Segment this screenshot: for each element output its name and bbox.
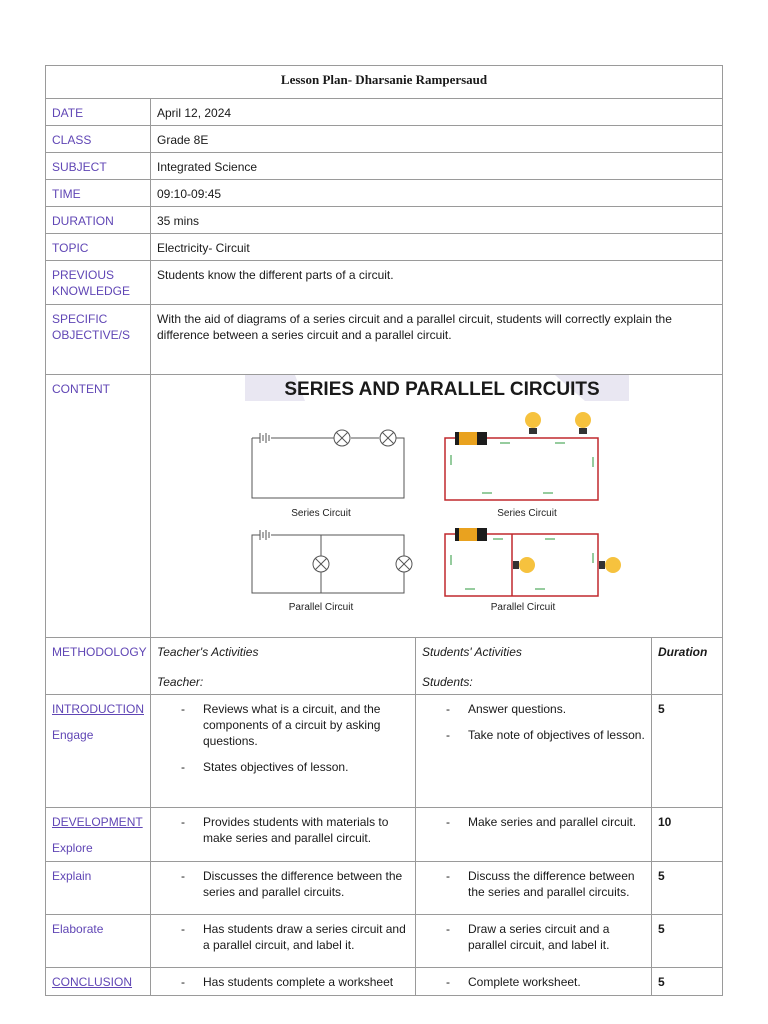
list-item: - Has students draw a series circuit and a parallel circuit, and label it. (157, 921, 409, 953)
current-arrows (451, 443, 593, 493)
explain-label: Explain (46, 862, 151, 915)
series-pictorial-caption: Series Circuit (497, 508, 557, 519)
date-label: DATE (46, 99, 151, 126)
bulb-symbol-icon (396, 556, 412, 572)
student-activities-title: Students' Activities (422, 645, 522, 659)
topic-value: Electricity- Circuit (151, 234, 723, 261)
parallel-pictorial (445, 528, 621, 596)
circuits-diagram (245, 375, 629, 625)
specific-objective-label-line2: OBJECTIVE/S (52, 328, 131, 342)
teacher-activities-title: Teacher's Activities (157, 645, 259, 659)
lightbulb-icon (525, 412, 541, 434)
elaborate-students-cell (416, 915, 652, 968)
diagram-heading: SERIES AND PARALLEL CIRCUITS (284, 379, 600, 400)
elaborate-label: Elaborate (46, 915, 151, 968)
list-item: - Provides students with materials to make series and parallel circuit. (157, 814, 409, 846)
development-row (46, 808, 723, 862)
battery-icon (260, 433, 269, 443)
student-activities-sub: Students: (422, 675, 473, 689)
lightbulb-icon (513, 557, 535, 573)
teacher-activities-header (151, 638, 416, 695)
list-item: - Reviews what is a circuit, and the components of a circuit by asking questions. (157, 701, 409, 749)
methodology-row (46, 638, 723, 695)
content-label: CONTENT (46, 375, 151, 638)
student-activities-header (416, 638, 652, 695)
list-item: - Discuss the difference between the series and parallel circuits. (422, 868, 645, 900)
previous-knowledge-label-line1: PREVIOUS (52, 268, 115, 282)
introduction-duration: 5 (652, 695, 723, 808)
introduction-row (46, 695, 723, 808)
development-teacher-cell (151, 808, 416, 862)
introduction-label-cell (46, 695, 151, 808)
previous-knowledge-label (46, 261, 151, 305)
methodology-label: METHODOLOGY (46, 638, 151, 695)
battery-icon (260, 530, 269, 540)
development-label-cell (46, 808, 151, 862)
topic-row (46, 234, 723, 261)
date-row (46, 99, 723, 126)
introduction-label: INTRODUCTION (52, 702, 144, 716)
explore-label: Explore (52, 841, 93, 855)
development-students-cell (416, 808, 652, 862)
duration-value: 35 mins (151, 207, 723, 234)
conclusion-label: CONCLUSION (52, 975, 133, 989)
conclusion-row (46, 968, 723, 996)
lightbulb-icon (575, 412, 591, 434)
conclusion-teacher-cell (151, 968, 416, 996)
conclusion-duration: 5 (652, 968, 723, 996)
series-schematic (252, 430, 404, 498)
time-row (46, 180, 723, 207)
lesson-plan-table (45, 65, 723, 996)
list-item: - Answer questions. (422, 701, 645, 717)
subject-value: Integrated Science (151, 153, 723, 180)
list-item: - Take note of objectives of lesson. (422, 727, 645, 743)
class-label: CLASS (46, 126, 151, 153)
time-label: TIME (46, 180, 151, 207)
document-title: Lesson Plan- Dharsanie Rampersaud (46, 66, 723, 99)
list-item: - Make series and parallel circuit. (422, 814, 645, 830)
previous-knowledge-row (46, 261, 723, 305)
elaborate-duration: 5 (652, 915, 723, 968)
conclusion-label-cell (46, 968, 151, 996)
specific-objective-value: With the aid of diagrams of a series circuit and a parallel circuit, students will correctly explain the difference between a series circuit and a parallel circuit. (151, 305, 723, 375)
list-item: - Has students complete a worksheet (157, 974, 409, 990)
class-value: Grade 8E (151, 126, 723, 153)
subject-label: SUBJECT (46, 153, 151, 180)
bulb-symbol-icon (334, 430, 350, 446)
elaborate-row (46, 915, 723, 968)
specific-objective-row (46, 305, 723, 375)
explain-duration: 5 (652, 862, 723, 915)
parallel-schematic-caption: Parallel Circuit (288, 602, 354, 613)
list-item: - Draw a series circuit and a parallel circuit, and label it. (422, 921, 645, 953)
date-value: April 12, 2024 (151, 99, 723, 126)
explain-row (46, 862, 723, 915)
subject-row (46, 153, 723, 180)
conclusion-students-cell (416, 968, 652, 996)
engage-label: Engage (52, 728, 94, 742)
duration-header: Duration (652, 638, 723, 695)
previous-knowledge-label-line2: KNOWLEDGE (52, 284, 131, 298)
parallel-schematic (252, 530, 412, 593)
list-item: - Complete worksheet. (422, 974, 645, 990)
class-row (46, 126, 723, 153)
lightbulb-icon (599, 557, 621, 573)
list-item: - States objectives of lesson. (157, 759, 409, 775)
parallel-pictorial-caption: Parallel Circuit (490, 602, 556, 613)
list-item: - Discusses the difference between the series and parallel circuits. (157, 868, 409, 900)
series-schematic-caption: Series Circuit (291, 508, 351, 519)
series-pictorial (445, 412, 598, 500)
time-value: 09:10-09:45 (151, 180, 723, 207)
development-duration: 10 (652, 808, 723, 862)
introduction-teacher-cell (151, 695, 416, 808)
duration-label: DURATION (46, 207, 151, 234)
content-diagram-cell (151, 375, 723, 638)
specific-objective-label (46, 305, 151, 375)
previous-knowledge-value: Students know the different parts of a circuit. (151, 261, 723, 305)
duration-row (46, 207, 723, 234)
elaborate-teacher-cell (151, 915, 416, 968)
bulb-symbol-icon (380, 430, 396, 446)
explain-students-cell (416, 862, 652, 915)
bulb-symbol-icon (313, 556, 329, 572)
specific-objective-label-line1: SPECIFIC (52, 312, 108, 326)
content-row (46, 375, 723, 638)
explain-teacher-cell (151, 862, 416, 915)
development-label: DEVELOPMENT (52, 815, 143, 829)
teacher-activities-sub: Teacher: (157, 675, 204, 689)
topic-label: TOPIC (46, 234, 151, 261)
introduction-students-cell (416, 695, 652, 808)
